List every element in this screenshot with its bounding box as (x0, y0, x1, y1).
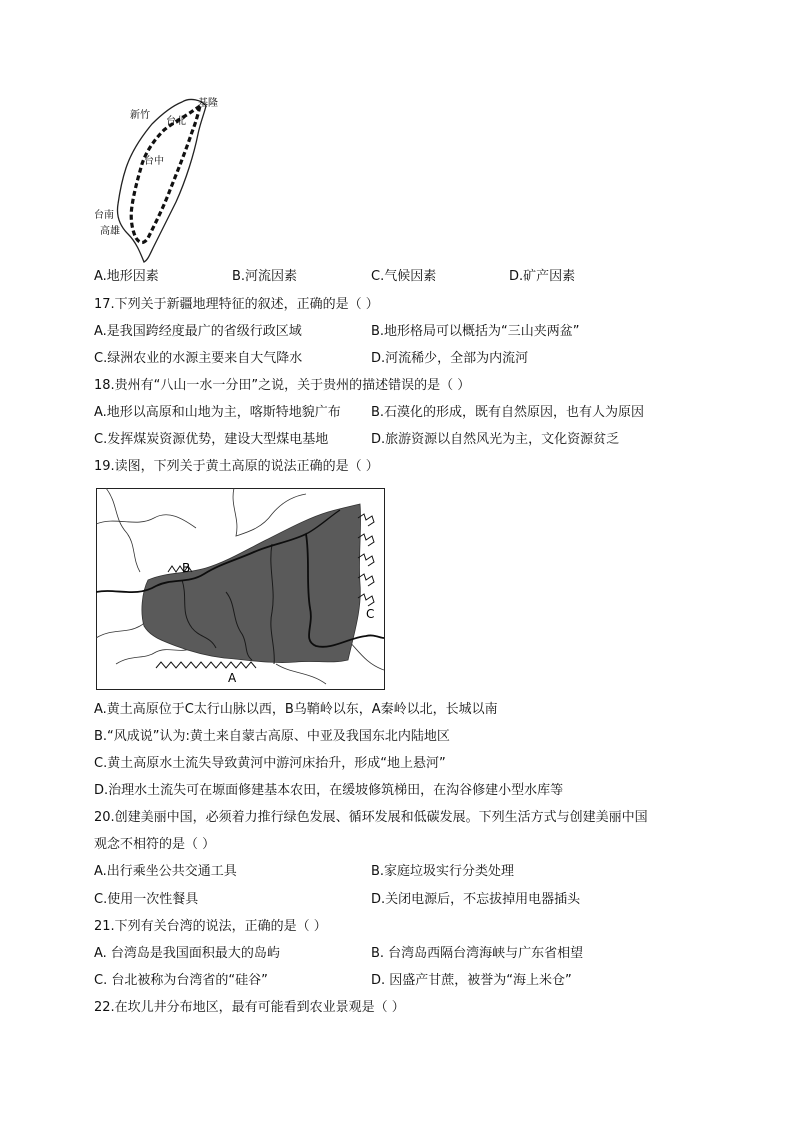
q19-stem: 19.读图，下列关于黄土高原的说法正确的是（ ） (94, 459, 379, 474)
q20-stem-line2: 观念不相符的是（ ） (94, 837, 216, 852)
map-label-jilong: 基隆 (198, 98, 218, 109)
q20-option-b[interactable]: B.家庭垃圾实行分类处理 (371, 864, 515, 879)
q20-option-a[interactable]: A.出行乘坐公共交通工具 (94, 864, 237, 879)
taiwan-railway-map (90, 94, 230, 266)
map-label-taizhong: 台中 (144, 156, 164, 167)
q20-option-d[interactable]: D.关闭电源后，不忘拔掉用电器插头 (371, 892, 581, 907)
q17-option-b[interactable]: B.地形格局可以概括为“三山夹两盆” (371, 324, 580, 339)
taiwan-island-outline (117, 99, 206, 262)
map-label-xinzhu: 新竹 (130, 110, 150, 121)
map-label-a: A (228, 671, 237, 685)
q18-option-b[interactable]: B.石漠化的形成，既有自然原因，也有人为原因 (371, 405, 645, 420)
q16-option-a[interactable]: A.地形因素 (94, 269, 159, 284)
q17-stem: 17.下列关于新疆地理特征的叙述，正确的是（ ） (94, 297, 379, 312)
q20-option-c[interactable]: C.使用一次性餐具 (94, 892, 199, 907)
q16-option-b[interactable]: B.河流因素 (232, 269, 298, 284)
q20-stem-line1: 20.创建美丽中国，必须着力推行绿色发展、循环发展和低碳发展。下列生活方式与创建美丽中国 (94, 810, 648, 825)
q16-option-d[interactable]: D.矿产因素 (509, 269, 576, 284)
q19-option-c[interactable]: C.黄土高原水土流失导致黄河中游河床抬升，形成“地上悬河” (94, 756, 446, 771)
q18-option-d[interactable]: D.旅游资源以自然风光为主，文化资源贫乏 (371, 432, 620, 447)
q21-option-d[interactable]: D. 因盛产甘蔗，被誉为“海上米仓” (371, 973, 572, 988)
q18-option-a[interactable]: A.地形以高原和山地为主，喀斯特地貌广布 (94, 405, 341, 420)
q21-stem: 21.下列有关台湾的说法，正确的是（ ） (94, 919, 327, 934)
q17-option-d[interactable]: D.河流稀少，全部为内流河 (371, 351, 529, 366)
q18-option-c[interactable]: C.发挥煤炭资源优势，建设大型煤电基地 (94, 432, 329, 447)
map-label-tainan: 台南 (94, 210, 114, 221)
loess-plateau-map (96, 488, 386, 691)
q19-option-d[interactable]: D.治理水土流失可在塬面修建基本农田，在缓坡修筑梯田，在沟谷修建小型水库等 (94, 783, 564, 798)
map-label-taibei: 台北 (166, 116, 186, 127)
map-label-gaoxiong: 高雄 (100, 226, 120, 237)
q18-stem: 18.贵州有“八山一水一分田”之说，关于贵州的描述错误的是（ ） (94, 378, 471, 393)
map-label-b: B (182, 561, 191, 575)
q19-option-b[interactable]: B.“风成说”认为:黄土来自蒙古高原、中亚及我国东北内陆地区 (94, 729, 450, 744)
q21-option-c[interactable]: C. 台北被称为台湾省的“硅谷” (94, 973, 268, 988)
q19-option-a[interactable]: A.黄土高原位于C太行山脉以西，B乌鞘岭以东，A秦岭以北，长城以南 (94, 702, 498, 717)
q21-option-a[interactable]: A. 台湾岛是我国面积最大的岛屿 (94, 946, 280, 961)
q17-option-a[interactable]: A.是我国跨经度最广的省级行政区域 (94, 324, 302, 339)
q16-option-c[interactable]: C.气候因素 (371, 269, 437, 284)
q21-option-b[interactable]: B. 台湾岛西隔台湾海峡与广东省相望 (371, 946, 584, 961)
q22-stem: 22.在坎儿井分布地区，最有可能看到农业景观是（ ） (94, 1000, 405, 1015)
map-label-c: C (366, 607, 375, 621)
q17-option-c[interactable]: C.绿洲农业的水源主要来自大气降水 (94, 351, 303, 366)
